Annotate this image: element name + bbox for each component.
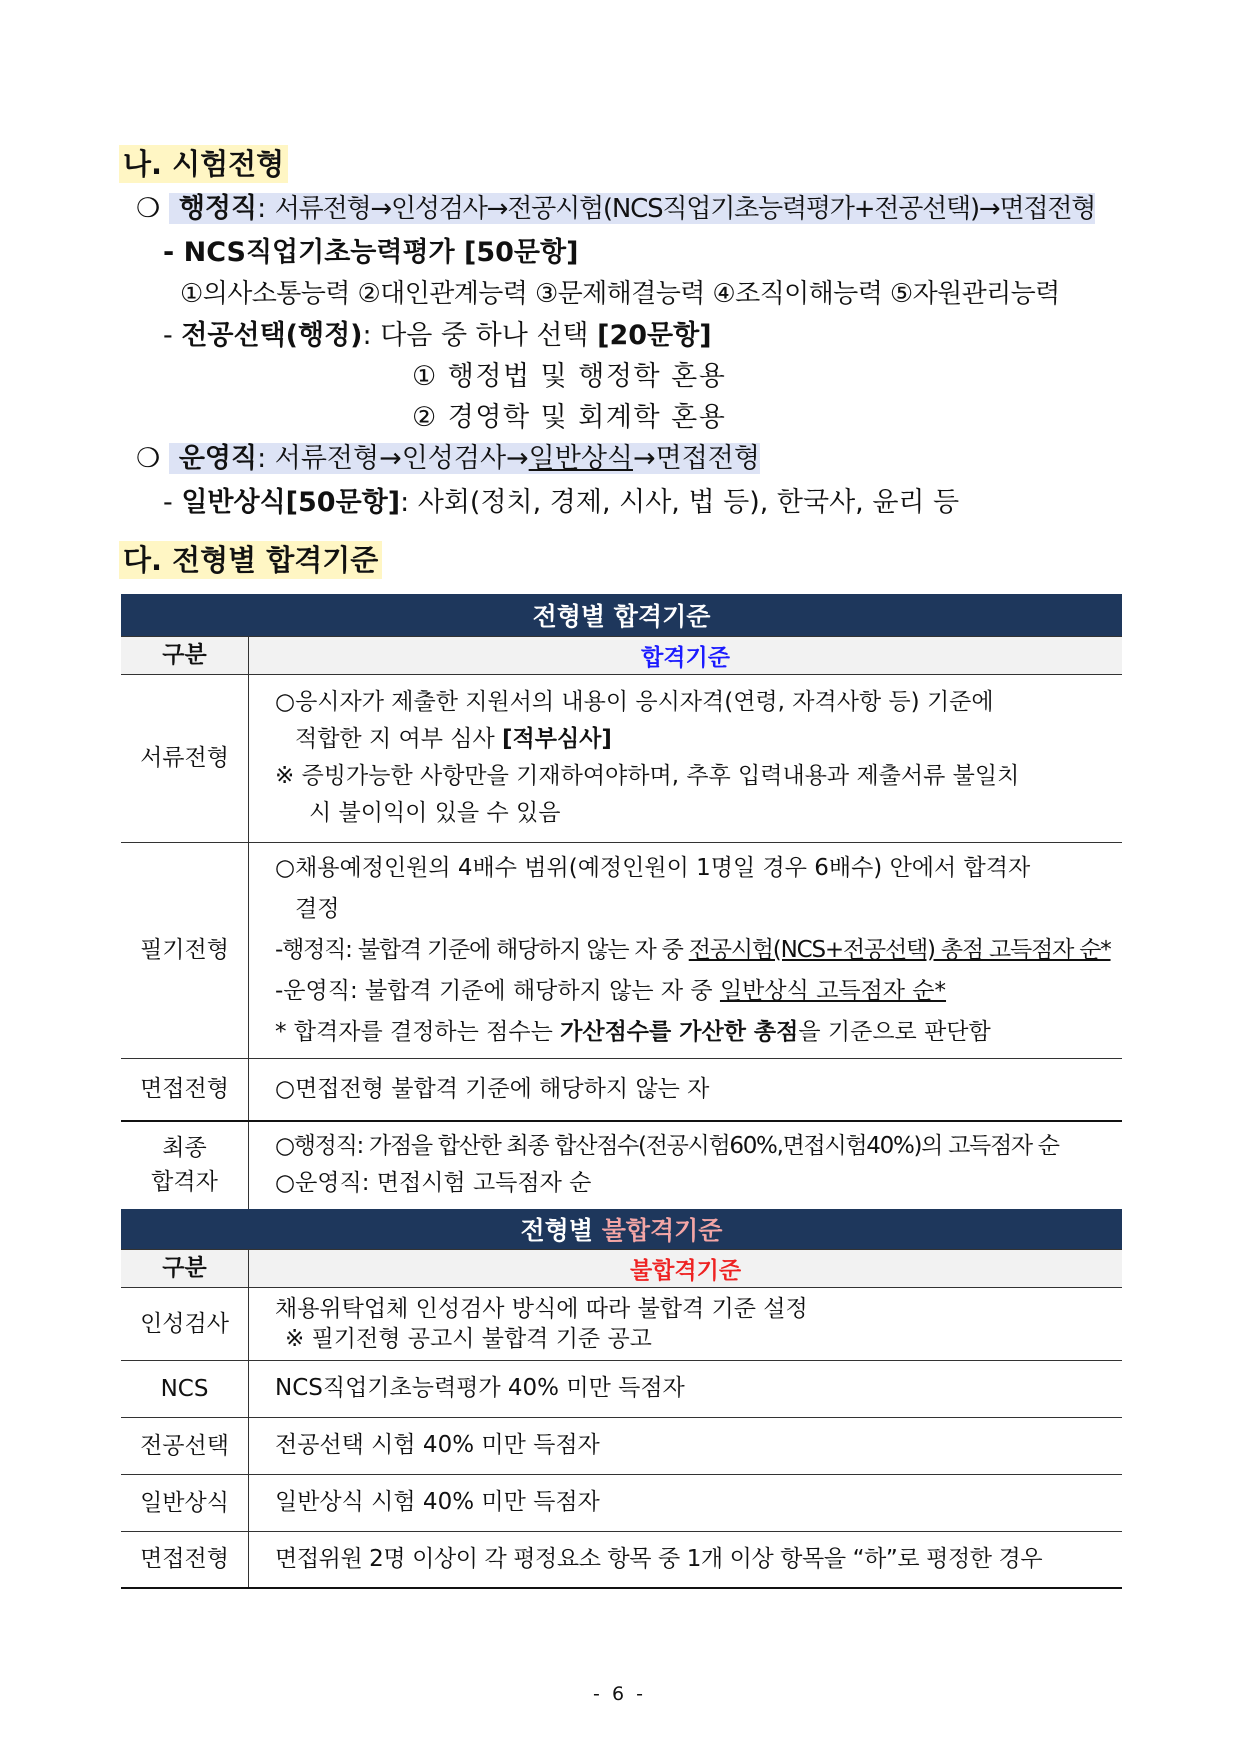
major-count: [20문항] xyxy=(597,320,712,351)
general-label: 일반상식[50문항] xyxy=(181,487,401,518)
category-final: 최종 합격자 xyxy=(121,1121,249,1209)
header-category: 구분 xyxy=(121,1249,249,1287)
interview-criteria: ○면접전형 불합격 기준에 해당하지 않는 자 xyxy=(249,1058,1123,1121)
admin-label: 행정직 xyxy=(178,193,258,224)
pass-table-title: 전형별 합격기준 xyxy=(121,594,1122,636)
category-written: 필기전형 xyxy=(121,842,249,1058)
page-number: - 6 - xyxy=(593,1683,646,1705)
admin-flow: 서류전형→인성검사→전공시험(NCS직업기초능력평가+전공선택)→면접전형 xyxy=(274,194,1096,224)
category-ncs: NCS xyxy=(121,1360,249,1417)
fail-criteria-table xyxy=(121,1209,1122,1589)
category-interview: 면접전형 xyxy=(121,1058,249,1121)
ncs-items: ①의사소통능력 ②대인관계능력 ③문제해결능력 ④조직이해능력 ⑤자원관리능력 xyxy=(180,279,1060,309)
ops-line: ❍ 운영직: 서류전형→인성검사→일반상식→면접전형 xyxy=(136,443,760,474)
header-fail-criteria: 불합격기준 xyxy=(249,1249,1123,1287)
header-pass-criteria: 합격기준 xyxy=(249,636,1123,674)
category-personality: 인성검사 xyxy=(121,1287,249,1360)
ops-label: 운영직 xyxy=(178,443,258,474)
ncs-heading: - NCS직업기초능력평가 [50문항] xyxy=(163,237,579,268)
final-criteria: ○행정직: 가점을 합산한 최종 합산점수(전공시험60%,면접시험40%)의 고득점자 순 ○운영직: 면접시험 고득점자 순 xyxy=(249,1121,1123,1209)
category-major: 전공선택 xyxy=(121,1417,249,1474)
major-label: 전공선택(행정) xyxy=(181,320,363,351)
major-option-1: ① 행정법 및 행정학 혼용 xyxy=(412,361,727,392)
category-general: 일반상식 xyxy=(121,1474,249,1531)
fail-table-title: 전형별 불합격기준 xyxy=(121,1209,1122,1249)
general-line: - 일반상식[50문항]: 사회(정치, 경제, 시사, 법 등), 한국사, 윤리 등 xyxy=(163,487,960,518)
circle-bullet-icon: ❍ xyxy=(136,193,161,224)
written-criteria: ○채용예정인원의 4배수 범위(예정인원이 1명일 경우 6배수) 안에서 합격자 결정 -행정직: 불합격 기준에 해당하지 않는 자 중 전공시험(NCS+전공선택) 총점 고득점자 순* -운영직: 불합격 기준에 해당하지 않는 자 중 일반상식 고득점자 순* * 합격자를 결정하는 점수는 가산점수를 가산한 총점을 기준으로 판단함 xyxy=(249,842,1123,1058)
category-documents: 서류전형 xyxy=(121,674,249,842)
pass-criteria-table xyxy=(121,594,1122,1210)
major-criteria: 전공선택 시험 40% 미만 득점자 xyxy=(249,1417,1123,1474)
interview-fail-criteria: 면접위원 2명 이상이 각 평정요소 항목 중 1개 이상 항목을 “하”로 평정한 경우 xyxy=(249,1531,1123,1588)
ncs-criteria: NCS직업기초능력평가 40% 미만 득점자 xyxy=(249,1360,1123,1417)
major-option-2: ② 경영학 및 회계학 혼용 xyxy=(412,402,727,433)
general-criteria: 일반상식 시험 40% 미만 득점자 xyxy=(249,1474,1123,1531)
major-line: - 전공선택(행정): 다음 중 하나 선택 [20문항] xyxy=(163,320,712,351)
personality-criteria: 채용위탁업체 인성검사 방식에 따라 불합격 기준 설정 ※ 필기전형 공고시 불합격 기준 공고 xyxy=(249,1287,1123,1360)
header-category: 구분 xyxy=(121,636,249,674)
circle-bullet-icon: ❍ xyxy=(136,443,161,474)
admin-line: ❍ 행정직: 서류전형→인성검사→전공시험(NCS직업기초능력평가+전공선택)→면접전형 xyxy=(136,193,1096,224)
documents-criteria: ○응시자가 제출한 지원서의 내용이 응시자격(연령, 자격사항 등) 기준에 적합한 지 여부 심사 [적부심사] ※ 증빙가능한 사항만을 기재하여야하며, 추후 입력내용과 제출서류 불일치 시 불이익이 있을 수 있음 xyxy=(249,674,1123,842)
section-title-exam: 나. 시험전형 xyxy=(119,145,288,183)
category-interview: 면접전형 xyxy=(121,1531,249,1588)
section-title-criteria: 다. 전형별 합격기준 xyxy=(119,541,382,579)
